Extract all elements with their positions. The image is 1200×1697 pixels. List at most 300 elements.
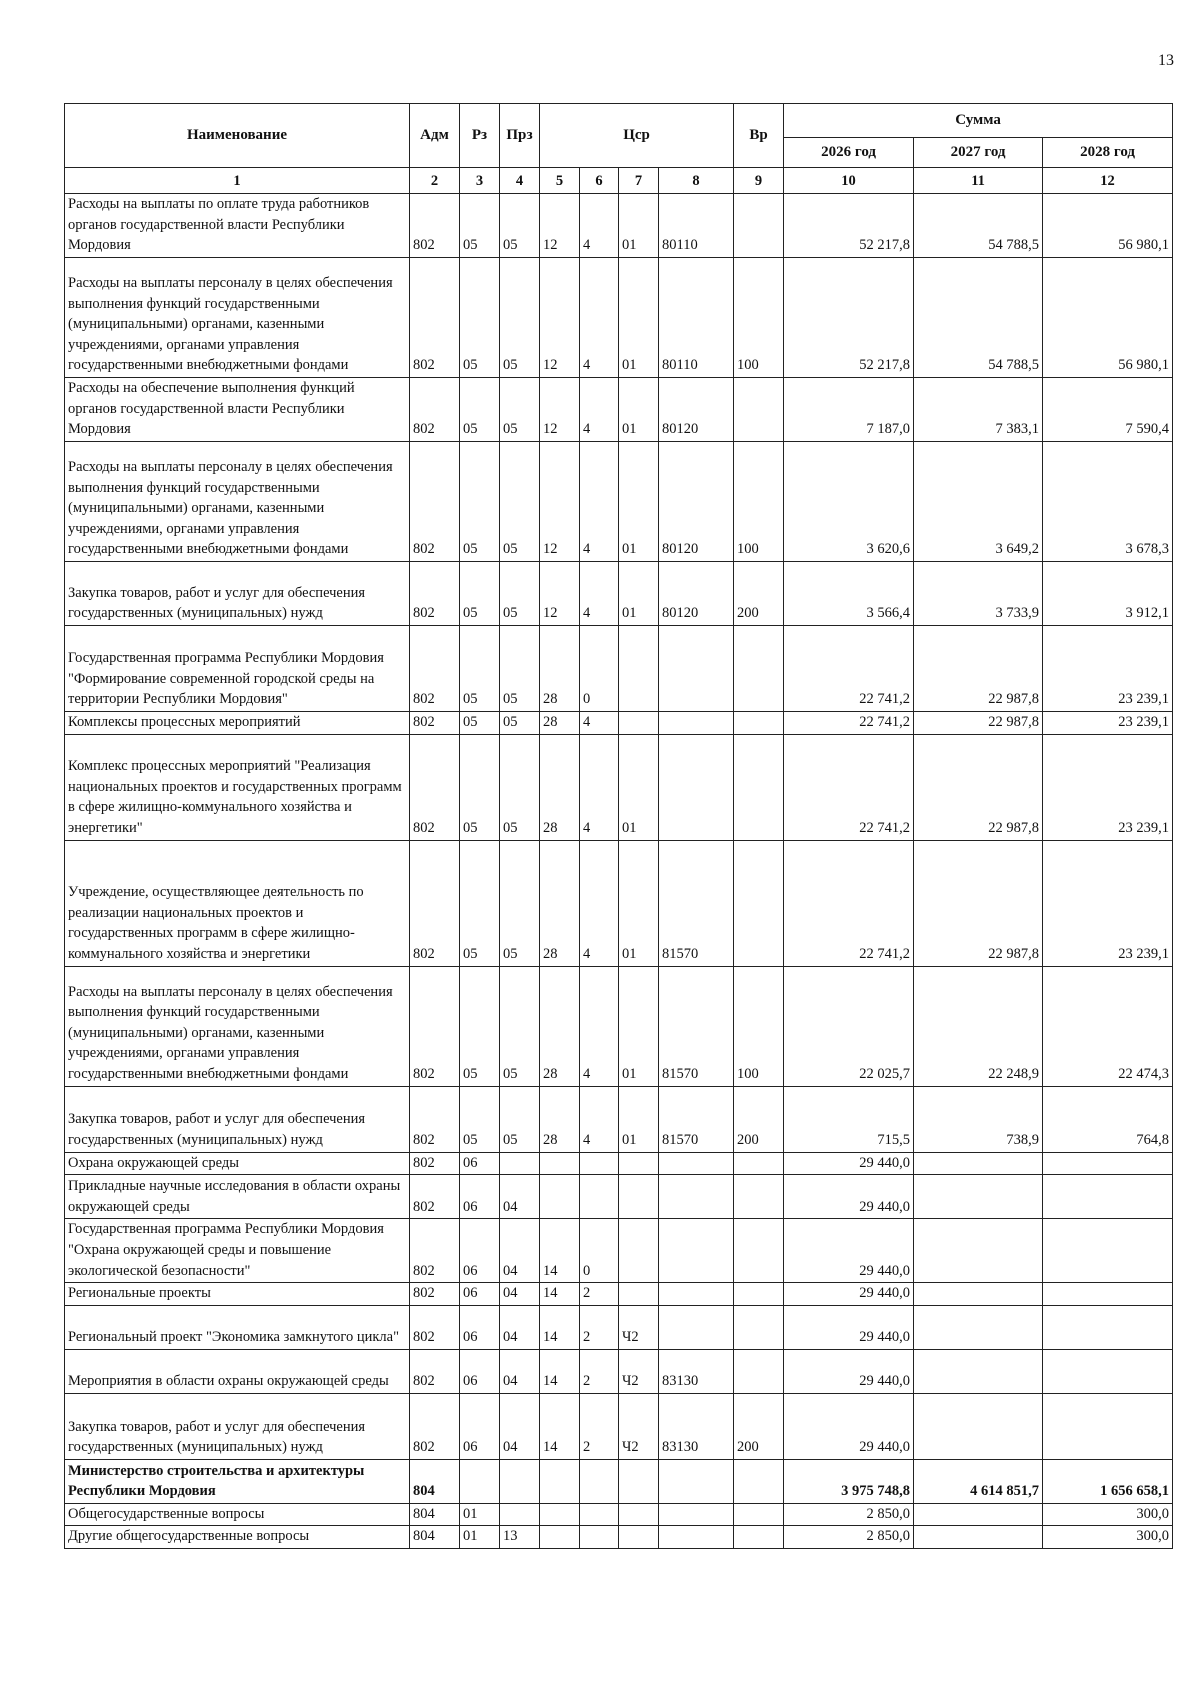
cell-csr-6: 2 [580,1305,619,1349]
row-name: Комплексы процессных мероприятий [65,712,410,735]
cell-csr-7: 01 [619,966,659,1086]
cell-csr-6: 2 [580,1283,619,1306]
cell-csr-7 [619,1503,659,1526]
row-name: Расходы на выплаты персоналу в целях обеспечения выполнения функций государственными (муниципальными) органами, казенными учреждениями, органами управления государственными внебюджетными фондами [65,258,410,378]
row-name: Общегосударственные вопросы [65,1503,410,1526]
page-number: 13 [1158,52,1174,69]
row-name: Расходы на выплаты персоналу в целях обеспечения выполнения функций государственными (муниципальными) органами, казенными учреждениями, органами управления государственными внебюджетными фондами [65,966,410,1086]
header-rz: Рз [460,104,500,168]
cell-adm: 802 [410,1349,460,1393]
table-row [65,258,1173,378]
table-row [65,840,1173,966]
cell-sum-2027 [914,1305,1043,1349]
cell-rz: 06 [460,1152,500,1175]
cell-prz: 05 [500,194,540,258]
cell-vr: 200 [734,1393,784,1459]
cell-sum-2026: 29 440,0 [784,1349,914,1393]
column-number: 11 [914,168,1043,194]
cell-adm: 802 [410,1393,460,1459]
cell-csr-7: 01 [619,562,659,626]
cell-csr-8 [659,1503,734,1526]
cell-prz [500,1459,540,1503]
cell-sum-2026: 29 440,0 [784,1152,914,1175]
cell-prz: 04 [500,1393,540,1459]
cell-sum-2027 [914,1526,1043,1549]
cell-csr-5: 14 [540,1393,580,1459]
cell-sum-2028: 23 239,1 [1043,840,1173,966]
row-name: Расходы на обеспечение выполнения функций органов государственной власти Республики Мордовия [65,378,410,442]
cell-csr-8: 80110 [659,258,734,378]
cell-adm: 802 [410,1219,460,1283]
column-number: 3 [460,168,500,194]
cell-prz: 05 [500,258,540,378]
cell-prz: 04 [500,1175,540,1219]
cell-csr-8: 81570 [659,966,734,1086]
cell-adm: 802 [410,1305,460,1349]
cell-prz: 05 [500,1086,540,1152]
cell-sum-2026: 3 620,6 [784,442,914,562]
cell-rz: 01 [460,1503,500,1526]
cell-adm: 804 [410,1503,460,1526]
cell-vr [734,1219,784,1283]
cell-sum-2027 [914,1152,1043,1175]
cell-vr: 100 [734,258,784,378]
cell-sum-2027: 22 987,8 [914,712,1043,735]
row-name: Закупка товаров, работ и услуг для обеспечения государственных (муниципальных) нужд [65,1393,410,1459]
cell-csr-7: Ч2 [619,1393,659,1459]
cell-adm: 802 [410,1283,460,1306]
cell-prz: 05 [500,712,540,735]
row-name: Региональные проекты [65,1283,410,1306]
cell-rz: 05 [460,194,500,258]
cell-csr-5 [540,1459,580,1503]
cell-csr-8 [659,1175,734,1219]
cell-sum-2026: 2 850,0 [784,1526,914,1549]
cell-vr: 100 [734,966,784,1086]
cell-rz: 06 [460,1219,500,1283]
cell-sum-2027: 3 733,9 [914,562,1043,626]
column-number: 7 [619,168,659,194]
cell-csr-7: 01 [619,840,659,966]
row-name: Охрана окружающей среды [65,1152,410,1175]
table-row [65,442,1173,562]
cell-csr-6: 4 [580,966,619,1086]
cell-rz: 06 [460,1305,500,1349]
cell-sum-2028 [1043,1219,1173,1283]
cell-sum-2026: 29 440,0 [784,1305,914,1349]
cell-csr-6 [580,1503,619,1526]
cell-csr-7: 01 [619,378,659,442]
cell-csr-7 [619,712,659,735]
header-vr: Вр [734,104,784,168]
row-name: Комплекс процессных мероприятий "Реализация национальных проектов и государственных программ в сфере жилищно-коммунального хозяйства и энергетики" [65,734,410,840]
cell-sum-2028: 3 678,3 [1043,442,1173,562]
cell-vr [734,712,784,735]
cell-csr-5: 14 [540,1219,580,1283]
cell-csr-6: 4 [580,194,619,258]
cell-vr [734,378,784,442]
cell-vr [734,626,784,712]
cell-csr-7 [619,626,659,712]
cell-csr-7: 01 [619,442,659,562]
cell-prz [500,1152,540,1175]
cell-prz: 05 [500,840,540,966]
cell-csr-8: 83130 [659,1393,734,1459]
cell-csr-7: 01 [619,734,659,840]
column-number: 5 [540,168,580,194]
cell-vr [734,1459,784,1503]
cell-sum-2026: 22 741,2 [784,734,914,840]
table-row [65,562,1173,626]
header-year-2026: 2026 год [784,138,914,168]
cell-csr-8 [659,1283,734,1306]
cell-csr-5: 12 [540,258,580,378]
cell-csr-5: 12 [540,442,580,562]
cell-sum-2026: 7 187,0 [784,378,914,442]
cell-sum-2027: 4 614 851,7 [914,1459,1043,1503]
cell-csr-6: 4 [580,378,619,442]
row-name: Другие общегосударственные вопросы [65,1526,410,1549]
header-sum: Сумма [784,104,1173,138]
cell-csr-8: 81570 [659,840,734,966]
table-row [65,194,1173,258]
cell-csr-8: 83130 [659,1349,734,1393]
row-name: Учреждение, осуществляющее деятельность по реализации национальных проектов и государственных программ в сфере жилищно-коммунального хозяйства и энергетики [65,840,410,966]
cell-vr [734,734,784,840]
cell-sum-2026: 715,5 [784,1086,914,1152]
row-name: Мероприятия в области охраны окружающей среды [65,1349,410,1393]
cell-csr-5: 28 [540,712,580,735]
cell-csr-5: 12 [540,562,580,626]
column-number: 4 [500,168,540,194]
cell-sum-2026: 22 741,2 [784,840,914,966]
header-csr: Цср [540,104,734,168]
cell-adm: 802 [410,840,460,966]
cell-csr-5: 28 [540,1086,580,1152]
table-row [65,1175,1173,1219]
column-number: 10 [784,168,914,194]
row-name: Закупка товаров, работ и услуг для обеспечения государственных (муниципальных) нужд [65,562,410,626]
cell-csr-5: 14 [540,1305,580,1349]
cell-adm: 802 [410,712,460,735]
column-number: 2 [410,168,460,194]
cell-csr-6 [580,1152,619,1175]
cell-sum-2027: 22 248,9 [914,966,1043,1086]
column-number: 6 [580,168,619,194]
cell-csr-5: 14 [540,1283,580,1306]
cell-csr-7 [619,1175,659,1219]
cell-rz: 01 [460,1526,500,1549]
cell-sum-2027: 3 649,2 [914,442,1043,562]
cell-csr-6: 4 [580,734,619,840]
cell-prz: 05 [500,562,540,626]
cell-sum-2028: 56 980,1 [1043,194,1173,258]
cell-csr-8: 81570 [659,1086,734,1152]
cell-adm: 802 [410,562,460,626]
cell-sum-2027: 22 987,8 [914,626,1043,712]
cell-csr-8 [659,1526,734,1549]
cell-csr-5 [540,1526,580,1549]
cell-prz: 05 [500,442,540,562]
cell-prz: 05 [500,966,540,1086]
cell-adm: 802 [410,1152,460,1175]
cell-sum-2026: 2 850,0 [784,1503,914,1526]
cell-sum-2027: 7 383,1 [914,378,1043,442]
cell-sum-2026: 29 440,0 [784,1219,914,1283]
cell-vr [734,194,784,258]
cell-adm: 802 [410,1175,460,1219]
table-row [65,1459,1173,1503]
row-name: Расходы на выплаты по оплате труда работников органов государственной власти Республики Мордовия [65,194,410,258]
table-row [65,1503,1173,1526]
table-row [65,1152,1173,1175]
cell-csr-6: 4 [580,1086,619,1152]
cell-csr-6: 4 [580,258,619,378]
cell-prz: 04 [500,1349,540,1393]
cell-rz: 05 [460,1086,500,1152]
cell-sum-2026: 29 440,0 [784,1283,914,1306]
cell-sum-2027: 54 788,5 [914,258,1043,378]
cell-sum-2026: 22 741,2 [784,712,914,735]
cell-sum-2028: 7 590,4 [1043,378,1173,442]
cell-sum-2026: 3 975 748,8 [784,1459,914,1503]
cell-rz: 05 [460,626,500,712]
table-body [65,194,1173,1549]
cell-csr-8: 80120 [659,378,734,442]
budget-table [64,103,1173,1549]
cell-csr-8 [659,1459,734,1503]
cell-rz: 06 [460,1283,500,1306]
cell-sum-2027: 22 987,8 [914,734,1043,840]
cell-sum-2026: 29 440,0 [784,1393,914,1459]
cell-sum-2027: 22 987,8 [914,840,1043,966]
cell-adm: 802 [410,378,460,442]
cell-sum-2028 [1043,1305,1173,1349]
table-row [65,1219,1173,1283]
cell-csr-7: 01 [619,258,659,378]
cell-csr-6: 4 [580,840,619,966]
cell-rz: 05 [460,734,500,840]
cell-csr-6: 2 [580,1349,619,1393]
row-name: Прикладные научные исследования в области охраны окружающей среды [65,1175,410,1219]
cell-sum-2027 [914,1219,1043,1283]
cell-sum-2027 [914,1349,1043,1393]
table-row [65,626,1173,712]
cell-sum-2028 [1043,1175,1173,1219]
cell-sum-2026: 52 217,8 [784,258,914,378]
table-row [65,1283,1173,1306]
cell-csr-6: 4 [580,442,619,562]
cell-sum-2027: 738,9 [914,1086,1043,1152]
cell-csr-7: 01 [619,1086,659,1152]
cell-adm: 802 [410,442,460,562]
cell-sum-2028: 300,0 [1043,1503,1173,1526]
cell-csr-8 [659,734,734,840]
cell-sum-2026: 29 440,0 [784,1175,914,1219]
row-name: Государственная программа Республики Мордовия "Формирование современной городской среды на территории Республики Мордовия" [65,626,410,712]
row-name: Государственная программа Республики Мордовия "Охрана окружающей среды и повышение экологической безопасности" [65,1219,410,1283]
cell-csr-6 [580,1526,619,1549]
cell-vr [734,1305,784,1349]
cell-rz: 05 [460,966,500,1086]
cell-csr-7: Ч2 [619,1305,659,1349]
cell-sum-2028: 56 980,1 [1043,258,1173,378]
column-number: 1 [65,168,410,194]
cell-sum-2028 [1043,1349,1173,1393]
cell-adm: 802 [410,966,460,1086]
cell-adm: 804 [410,1459,460,1503]
cell-csr-6: 2 [580,1393,619,1459]
cell-csr-5 [540,1175,580,1219]
cell-prz: 04 [500,1283,540,1306]
cell-csr-8: 80120 [659,442,734,562]
cell-vr: 200 [734,1086,784,1152]
row-name: Министерство строительства и архитектуры Республики Мордовия [65,1459,410,1503]
cell-prz: 04 [500,1219,540,1283]
cell-csr-8 [659,1152,734,1175]
table-row [65,966,1173,1086]
cell-csr-7: 01 [619,194,659,258]
cell-csr-8 [659,712,734,735]
cell-sum-2028: 23 239,1 [1043,712,1173,735]
cell-rz: 06 [460,1393,500,1459]
cell-rz: 05 [460,442,500,562]
cell-csr-5: 28 [540,966,580,1086]
cell-csr-7 [619,1526,659,1549]
cell-csr-7 [619,1219,659,1283]
row-name: Расходы на выплаты персоналу в целях обеспечения выполнения функций государственными (муниципальными) органами, казенными учреждениями, органами управления государственными внебюджетными фондами [65,442,410,562]
cell-sum-2028 [1043,1283,1173,1306]
header-prz: Прз [500,104,540,168]
cell-sum-2028: 23 239,1 [1043,734,1173,840]
table-row [65,712,1173,735]
cell-csr-7: Ч2 [619,1349,659,1393]
cell-csr-5: 28 [540,840,580,966]
cell-adm: 802 [410,734,460,840]
cell-prz: 13 [500,1526,540,1549]
cell-vr [734,1349,784,1393]
cell-prz: 05 [500,626,540,712]
cell-csr-8 [659,1305,734,1349]
table-row [65,1349,1173,1393]
cell-csr-7 [619,1152,659,1175]
table-row [65,1086,1173,1152]
table-row [65,734,1173,840]
cell-prz: 04 [500,1305,540,1349]
cell-csr-6: 0 [580,1219,619,1283]
cell-sum-2027 [914,1283,1043,1306]
cell-csr-6 [580,1459,619,1503]
cell-sum-2028 [1043,1152,1173,1175]
cell-prz: 05 [500,734,540,840]
cell-rz: 05 [460,712,500,735]
cell-sum-2028: 764,8 [1043,1086,1173,1152]
cell-csr-5: 28 [540,734,580,840]
cell-rz: 05 [460,562,500,626]
cell-sum-2027 [914,1393,1043,1459]
cell-sum-2026: 22 025,7 [784,966,914,1086]
cell-adm: 802 [410,626,460,712]
cell-sum-2027 [914,1175,1043,1219]
column-number: 9 [734,168,784,194]
cell-sum-2028: 300,0 [1043,1526,1173,1549]
cell-sum-2027: 54 788,5 [914,194,1043,258]
table-row [65,1526,1173,1549]
cell-csr-8 [659,1219,734,1283]
table-row [65,1393,1173,1459]
column-number-row [65,168,1173,194]
table-row [65,378,1173,442]
cell-sum-2026: 3 566,4 [784,562,914,626]
cell-csr-6 [580,1175,619,1219]
cell-csr-6: 4 [580,562,619,626]
cell-rz [460,1459,500,1503]
cell-rz: 06 [460,1349,500,1393]
cell-vr: 100 [734,442,784,562]
header-name: Наименование [65,104,410,168]
cell-rz: 06 [460,1175,500,1219]
header-adm: Адм [410,104,460,168]
cell-csr-5 [540,1503,580,1526]
cell-adm: 802 [410,194,460,258]
header-year-2027: 2027 год [914,138,1043,168]
cell-csr-5 [540,1152,580,1175]
cell-sum-2028: 22 474,3 [1043,966,1173,1086]
cell-vr [734,1283,784,1306]
cell-csr-7 [619,1459,659,1503]
cell-csr-7 [619,1283,659,1306]
cell-vr [734,1152,784,1175]
cell-csr-6: 4 [580,712,619,735]
header-year-2028: 2028 год [1043,138,1173,168]
row-name: Закупка товаров, работ и услуг для обеспечения государственных (муниципальных) нужд [65,1086,410,1152]
cell-csr-5: 12 [540,194,580,258]
cell-csr-8: 80120 [659,562,734,626]
table-row [65,1305,1173,1349]
cell-adm: 804 [410,1526,460,1549]
cell-sum-2028 [1043,1393,1173,1459]
cell-rz: 05 [460,378,500,442]
cell-adm: 802 [410,1086,460,1152]
cell-vr [734,840,784,966]
cell-prz [500,1503,540,1526]
cell-sum-2026: 52 217,8 [784,194,914,258]
cell-sum-2028: 23 239,1 [1043,626,1173,712]
column-number: 12 [1043,168,1173,194]
cell-csr-5: 12 [540,378,580,442]
column-number: 8 [659,168,734,194]
cell-csr-5: 28 [540,626,580,712]
cell-adm: 802 [410,258,460,378]
cell-csr-6: 0 [580,626,619,712]
cell-csr-8 [659,626,734,712]
cell-vr [734,1175,784,1219]
cell-prz: 05 [500,378,540,442]
table-header [65,104,1173,194]
cell-sum-2028: 3 912,1 [1043,562,1173,626]
cell-csr-5: 14 [540,1349,580,1393]
row-name: Региональный проект "Экономика замкнутого цикла" [65,1305,410,1349]
cell-rz: 05 [460,840,500,966]
cell-rz: 05 [460,258,500,378]
cell-vr: 200 [734,562,784,626]
cell-vr [734,1503,784,1526]
cell-csr-8: 80110 [659,194,734,258]
cell-vr [734,1526,784,1549]
cell-sum-2026: 22 741,2 [784,626,914,712]
cell-sum-2028: 1 656 658,1 [1043,1459,1173,1503]
cell-sum-2027 [914,1503,1043,1526]
